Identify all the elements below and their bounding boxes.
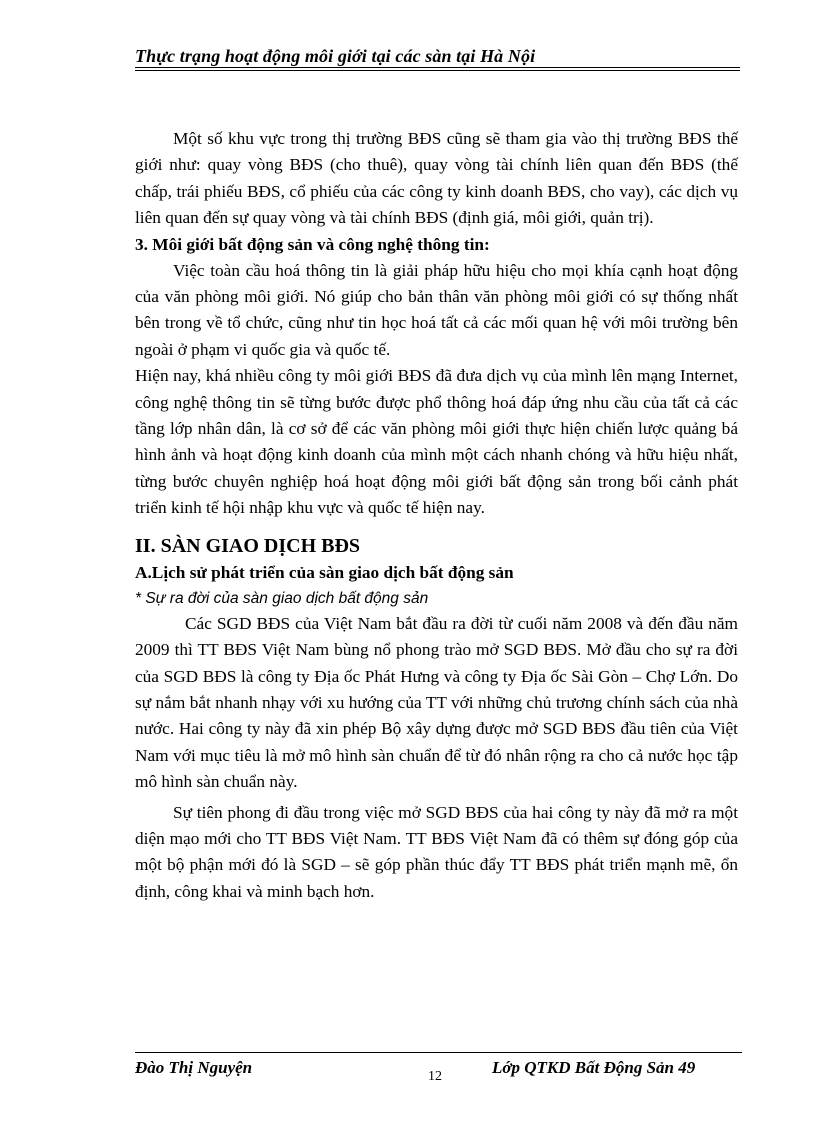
paragraph-world-market: Một số khu vực trong thị trường BĐS cũng sẽ tham gia vào thị trường BĐS thế giới như: quay vòng BĐS (cho thuê), quay vòng tài chính liên quan đến BĐS (thế chấp, trái phiếu BĐS, cổ phiếu của các công ty kinh doanh BĐS, cho vay), các dịch vụ liên quan đến sự quay vòng và tài chính BĐS (định giá, môi giới, quản trị).	[135, 129, 738, 228]
header-rule	[135, 67, 740, 68]
section-a-heading: A.Lịch sử phát triển của sàn giao dịch bất động sản	[135, 562, 514, 582]
main-content	[135, 126, 738, 905]
footer-author: Đào Thị Nguyện	[135, 1058, 253, 1077]
paragraph-sgd-history: Các SGD BĐS của Việt Nam bắt đầu ra đời từ cuối năm 2008 và đến đầu năm 2009 thì TT BĐS Việt Nam bùng nổ phong trào mở SGD BĐS. Mở đầu cho sự ra đời của SGD BĐS là công ty Địa ốc Phát Hưng và công ty Địa ốc Sài Gòn – Chợ Lớn. Do sự nắm bắt nhanh nhạy với xu hướng của TT với những chủ trương chính sách của nhà nước. Hai công ty này đã xin phép Bộ xây dựng được mở SGD BĐS đầu tiên của Việt Nam với mục tiêu là mở mô hình sàn chuẩn để từ đó nhân rộng ra cho cả nước học tập mô hình sàn chuẩn này.	[135, 613, 738, 792]
section-ii-heading: II. SÀN GIAO DỊCH BĐS	[135, 534, 361, 557]
page-number: 12	[428, 1069, 442, 1084]
footer-class: Lớp QTKD Bất Động Sản 49	[492, 1058, 696, 1077]
paragraph-globalization: Việc toàn cầu hoá thông tin là giải pháp hữu hiệu cho mọi khía cạnh hoạt động của văn phòng môi giới. Nó giúp cho bản thân văn phòng môi giới có sự thống nhất bên trong về tổ chức, cũng như tin học hoá tất cả các mối quan hệ với môi trường bên ngoài ở phạm vi quốc gia và quốc tế.	[135, 260, 738, 359]
paragraph-pioneer: Sự tiên phong đi đầu trong việc mở SGD BĐS của hai công ty này đã mở ra một diện mạo mới cho TT BĐS Việt Nam. TT BĐS Việt Nam đã có thêm sự đóng góp của một bộ phận mới đó là SGD – sẽ góp phần thúc đẩy TT BĐS phát triển mạnh mẽ, ổn định, công khai và minh bạch hơn.	[135, 802, 738, 901]
footer-rule	[135, 1052, 742, 1053]
subsection-heading: * Sự ra đời của sàn giao dịch bất động sản	[135, 589, 429, 607]
paragraph-internet: Hiện nay, khá nhiều công ty môi giới BĐS đã đưa dịch vụ của mình lên mạng Internet, công nghệ thông tin sẽ từng bước được phổ thông hoá đáp ứng nhu cầu của tất cả các tầng lớp nhân dân, là cơ sở để các văn phòng môi giới thực hiện chiến lược quảng bá hình ảnh và hoạt động kinh doanh của mình một cách nhanh chóng và hữu hiệu nhất, từng bước chuyên nghiệp hoá hoạt động môi giới bất động sản trong bối cảnh phát triển kinh tế hội nhập khu vực và quốc tế hiện nay.	[135, 366, 738, 518]
running-header-title: Thực trạng hoạt động môi giới tại các sàn tại Hà Nội	[135, 46, 536, 66]
header-rule-thin	[135, 70, 740, 71]
section-3-heading: 3. Môi giới bất động sản và công nghệ thông tin:	[135, 234, 490, 254]
